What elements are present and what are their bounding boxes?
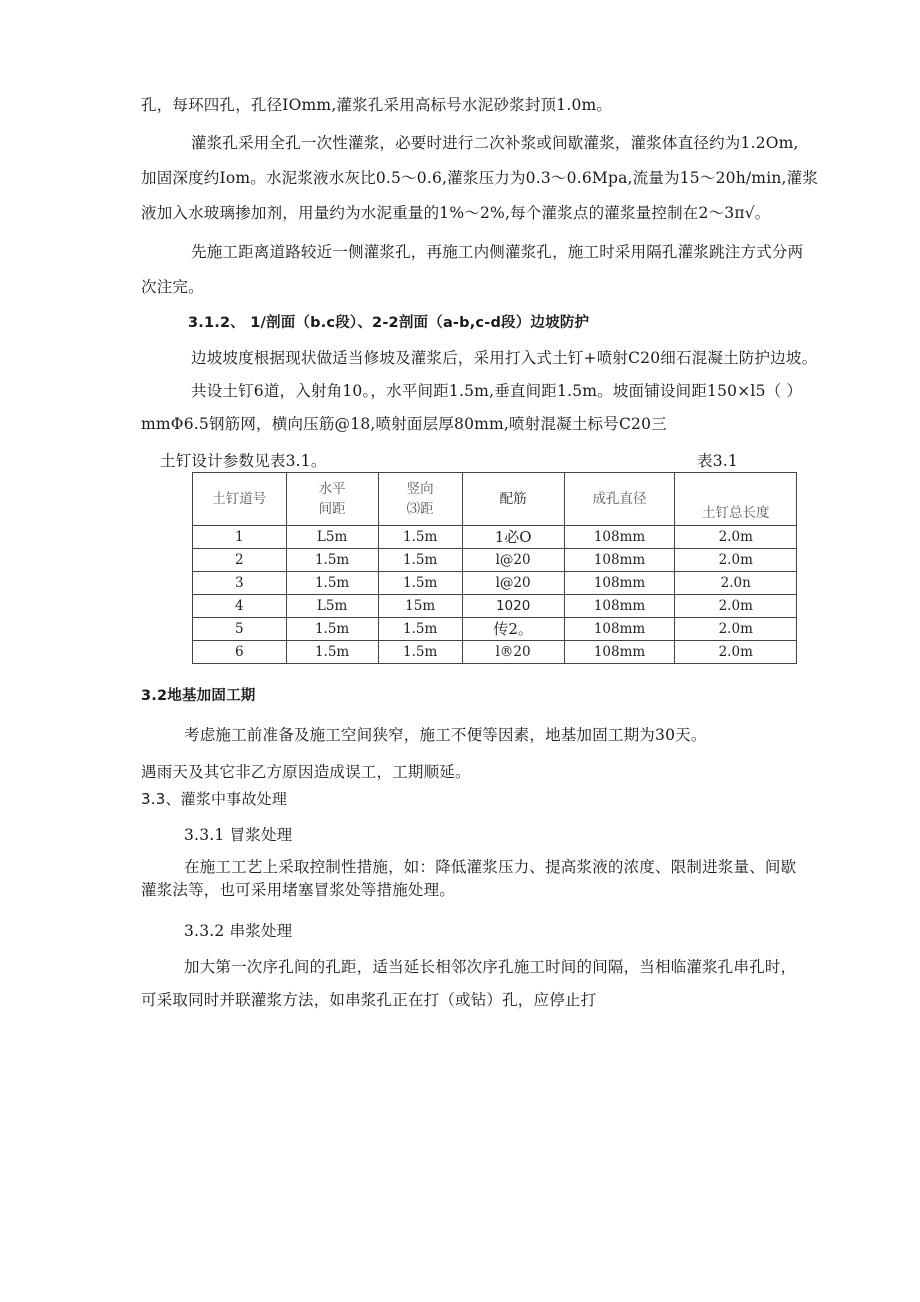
paragraph-line: mmΦ6.5钢筋网，横向压筋@18,喷射面层厚80mm,喷射混凝土标号C20三 — [141, 415, 667, 433]
header-hole-diameter: 成孔直径 — [564, 473, 675, 526]
paragraph-line: 在施工工艺上采取控制性措施，如：降低灌浆压力、提高浆液的浓度、限制进浆量、间歇 — [184, 858, 797, 876]
soil-nail-parameters-table — [192, 472, 797, 664]
paragraph-line: 灌浆孔采用全孔一次性灌浆，必要时进行二次补浆或间歇灌浆，灌浆体直径约为1.2Om, — [191, 134, 799, 152]
table-row: 4 L5m 15m 1020 108mm 2.0m — [193, 595, 797, 618]
paragraph-line: 孔，每环四孔，孔径IOmm,灌浆孔采用高标号水泥砂浆封顶1.0m。 — [141, 96, 613, 114]
paragraph-line: 边坡坡度根据现状做适当修坡及灌浆后，采用打入式土钉+喷射C20细石混凝土防护边坡。 — [191, 349, 818, 367]
header-vertical-spacing: 竖向 ⑶距 — [378, 473, 462, 526]
paragraph-line: 先施工距离道路较近一侧灌浆孔，再施工内侧灌浆孔，施工时采用隔孔灌浆跳注方式分两 — [191, 243, 804, 261]
paragraph-line: 加固深度约Iom。水泥浆液水灰比0.5～0.6,灌浆压力为0.3～0.6Mpa,流量为15～20h∕min,灌浆 — [141, 169, 819, 187]
paragraph-line: 可采取同时并联灌浆方法，如串浆孔正在打（或钻）孔，应停止打 — [141, 991, 597, 1009]
section-heading-3-3-2: 3.3.2 串浆处理 — [184, 922, 293, 940]
table-row: 6 1.5m 1.5m l®20 108mm 2.0m — [193, 641, 797, 664]
section-heading-3-3: 3.3、灌浆中事故处理 — [141, 790, 288, 808]
table-row: 5 1.5m 1.5m 传2。 108mm 2.0m — [193, 618, 797, 641]
paragraph-line: 次注完。 — [141, 278, 204, 296]
header-total-length: 土钉总长度 — [675, 473, 797, 526]
section-heading-3-1-2: 3.1.2、 1/剖面（b.c段）、2-2剖面（a-b,c-d段）边坡防护 — [188, 315, 590, 331]
paragraph-line: 灌浆法等，也可采用堵塞冒浆处等措施处理。 — [141, 881, 456, 899]
header-horizontal-spacing: 水平 间距 — [286, 473, 378, 526]
table-number: 表3.1 — [697, 452, 738, 470]
paragraph-line: 考虑施工前准备及施工空间狭窄，施工不便等因素，地基加固工期为30天。 — [184, 726, 707, 744]
section-heading-3-3-1: 3.3.1 冒浆处理 — [184, 826, 293, 844]
table-row: 1 L5m 1.5m 1必O 108mm 2.0m — [193, 526, 797, 549]
paragraph-line: 遇雨天及其它非乙方原因造成误工，工期顺延。 — [141, 763, 471, 781]
paragraph-line: 液加入水玻璃掺加剂，用量约为水泥重量的1%～2%,每个灌浆点的灌浆量控制在2～3π√。 — [141, 204, 771, 222]
header-rebar: 配筋 — [462, 473, 564, 526]
table-row: 3 1.5m 1.5m l@20 108mm 2.0n — [193, 572, 797, 595]
table-header-row — [193, 473, 797, 526]
table-caption: 土钉设计参数见表3.1。 — [160, 452, 327, 470]
paragraph-line: 加大第一次序孔间的孔距，适当延长相邻次序孔施工时间的间隔，当相临灌浆孔串孔时， — [184, 958, 797, 976]
header-nail-no: 土钉道号 — [193, 473, 287, 526]
paragraph-line: 共设土钉6道，入射角10。，水平间距1.5m,垂直间距1.5m。坡面铺设间距150×l5（ ） — [191, 382, 803, 400]
section-heading-3-2: 3.2地基加固工期 — [141, 688, 256, 704]
table-row: 2 1.5m 1.5m l@20 108mm 2.0m — [193, 549, 797, 572]
